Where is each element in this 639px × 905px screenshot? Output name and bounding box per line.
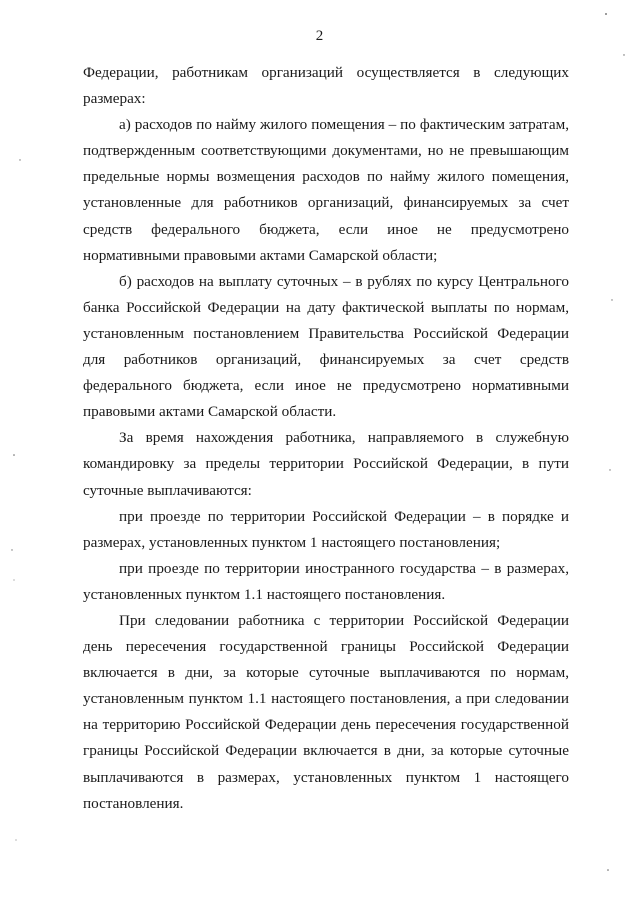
document-body [83, 60, 569, 817]
paragraph-continuation: Федерации, работникам организаций осуществляется в следующих размерах: [83, 64, 569, 108]
paragraph-item-b: б) расходов на выплату суточных – в рублях по курсу Центрального банка Российской Федерации на дату фактической выплаты по нормам, установленным постановлением Правительства Российской Федерации для работников организаций, финансируемых за счет средств федерального бюджета, если иное не предусмотрено нормативными правовыми актами Самарской области. [83, 272, 569, 421]
page-number: 2 [315, 28, 324, 44]
paragraph-transit-domestic: при проезде по территории Российской Федерации – в порядке и размерах, установленных пунктом 1 настоящего постановления; [83, 507, 569, 551]
paragraph-transit-foreign: при проезде по территории иностранного государства – в размерах, установленных пунктом 1.1 настоящего постановления. [83, 559, 569, 603]
paragraph-item-a: а) расходов по найму жилого помещения – по фактическим затратам, подтвержденным соответствующими документами, но не превышающим предельные нормы возмещения расходов по найму жилого помещения, установленные для работников организаций, финансируемых за счет средств федерального бюджета, если иное не предусмотрено нормативными правовыми актами Самарской области; [83, 116, 569, 264]
paragraph-transit-intro: За время нахождения работника, направляемого в служебную командировку за пределы территории Российской Федерации, в пути суточные выплачиваются: [83, 429, 569, 499]
paragraph-border-crossing: При следовании работника с территории Российской Федерации день пересечения государственной границы Российской Федерации включается в дни, за которые суточные выплачиваются по нормам, установленным пунктом 1.1 настоящего постановления, а при следовании на территорию Российской Федерации день пересечения государственной границы Российской Федерации включается в дни, за которые суточные выплачиваются в размерах, установленных пунктом 1 настоящего постановления. [83, 611, 569, 812]
